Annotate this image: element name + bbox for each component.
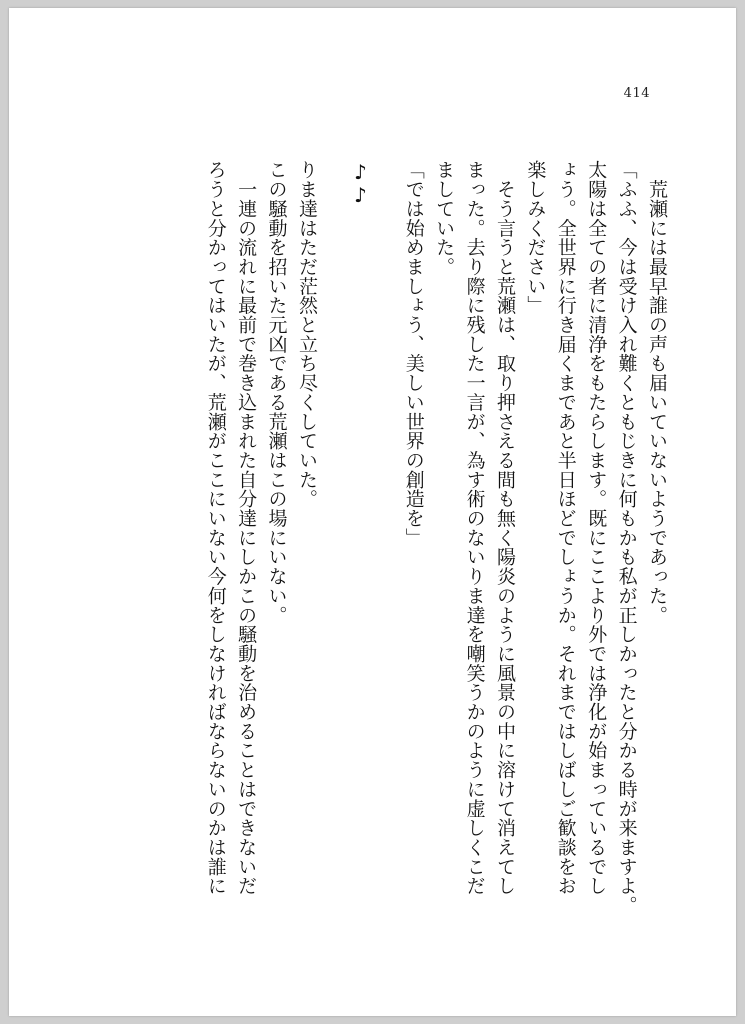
music-note-scene-break: ♪♪ — [348, 160, 373, 206]
text-line: 「では始めましょう、美しい世界の創造を」 — [402, 160, 425, 547]
text-line: ょう。全世界に行き届くまであと半日ほどでしょうか。それまではしばしご歓談をお — [554, 160, 577, 896]
text-line: ましていた。 — [433, 160, 456, 277]
text-line: 「ふふ、今は受け入れ難くともじきに何もかも私が正しかったと分かる時が来ますよ。 — [615, 160, 638, 915]
book-page — [9, 8, 736, 1016]
text-line: そう言うと荒瀬は、取り押さえる間も無く陽炎のように風景の中に溶けて消えてし — [493, 160, 516, 896]
text-line: この騒動を招いた元凶である荒瀬はこの場にいない。 — [265, 160, 288, 625]
text-line: 太陽は全ての者に清浄をもたらします。既にここより外では浄化が始まっているでし — [585, 160, 608, 896]
text-line: まった。去り際に残した一言が、為す術のないりま達を嘲笑うかのように虚しくこだ — [463, 160, 486, 896]
spacer — [375, 160, 398, 920]
text-line: ろうと分かってはいたが、荒瀬がここにいない今何をしなければならないのかは誰に — [204, 160, 227, 896]
text-line: りま達はただ茫然と立ち尽くしていた。 — [295, 160, 318, 509]
text-line: 楽しみください」 — [524, 160, 547, 315]
page-number: 414 — [623, 86, 650, 101]
spacer — [322, 160, 345, 920]
text-line: 荒瀬には最早誰の声も届いていないようであった。 — [646, 160, 668, 625]
vertical-text-body — [200, 160, 672, 920]
text-line: 一連の流れに最前で巻き込まれた自分達にしかこの騒動を治めることはできないだ — [235, 160, 258, 896]
